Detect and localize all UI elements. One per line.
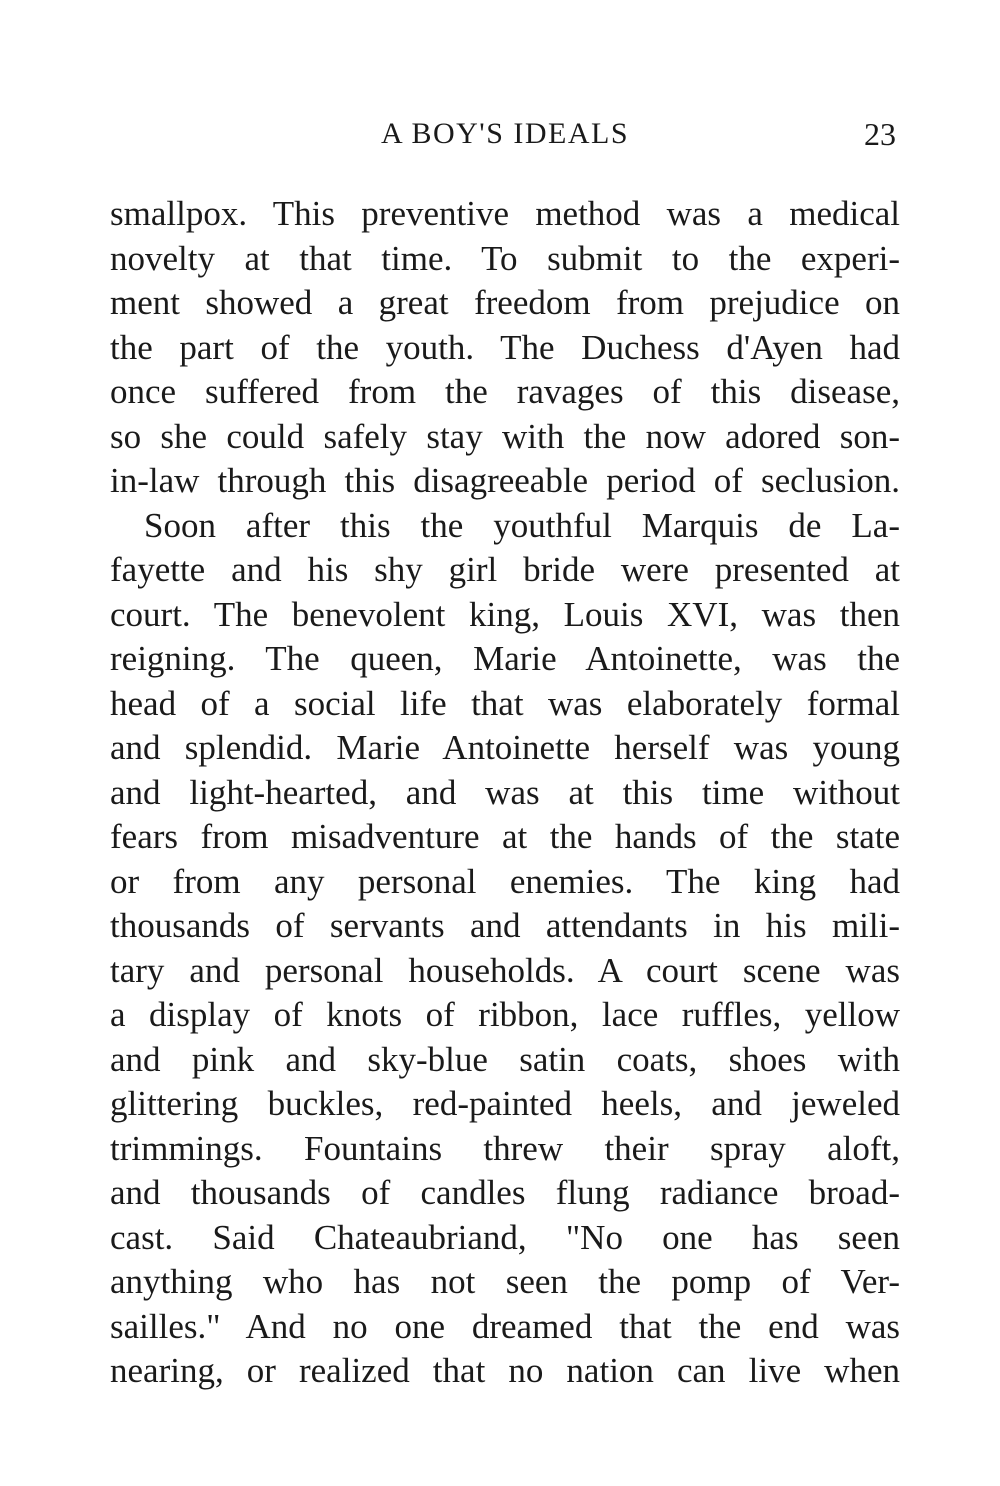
text-line: and pink and sky-blue satin coats, shoes with [110,1039,900,1079]
text-line: novelty at that time. To submit to the experi- [110,238,900,278]
text-line: and thousands of candles flung radiance broad- [110,1173,900,1212]
text-line: thousands of servants and attendants in his mili- [110,906,900,945]
text-line: cast. Said Chateaubriand, "No one has seen [110,1217,900,1257]
text-line: anything who has not seen the pomp of Ver- [110,1262,900,1301]
running-title: A BOY'S IDEALS [380,117,630,150]
body-text [110,192,900,1394]
text-line: trimmings. Fountains threw their spray aloft, [110,1128,900,1168]
text-line: Soon after this the youthful Marquis de La- [144,505,900,545]
text-line: fayette and his shy girl bride were presented at [110,550,900,589]
text-line: smallpox. This preventive method was a medical [110,194,900,233]
text-line: court. The benevolent king, Louis XVI, was then [110,594,900,634]
running-head [110,112,900,156]
text-line: and splendid. Marie Antoinette herself was young [110,728,900,767]
text-line: so she could safely stay with the now adored son- [110,416,900,456]
text-line: glittering buckles, red-painted heels, and jeweled [110,1084,900,1123]
text-line: head of a social life that was elaborately formal [110,683,900,723]
text-line: once suffered from the ravages of this disease, [110,372,900,411]
text-line: or from any personal enemies. The king had [110,861,900,901]
text-line: tary and personal households. A court scene was [110,950,900,990]
page-number: 23 [864,116,896,152]
text-line: a display of knots of ribbon, lace ruffles, yellow [110,995,900,1034]
text-line: fears from misadventure at the hands of the state [110,817,900,856]
text-line: reigning. The queen, Marie Antoinette, was the [110,639,900,678]
text-line: nearing, or realized that no nation can live when [110,1351,900,1390]
text-line: and light-hearted, and was at this time without [110,772,900,812]
text-line: sailles." And no one dreamed that the end was [110,1306,900,1346]
text-line: in-law through this disagreeable period of seclusion. [110,461,900,500]
text-line: ment showed a great freedom from prejudice on [110,283,900,322]
text-line: the part of the youth. The Duchess d'Ayen had [110,327,900,367]
